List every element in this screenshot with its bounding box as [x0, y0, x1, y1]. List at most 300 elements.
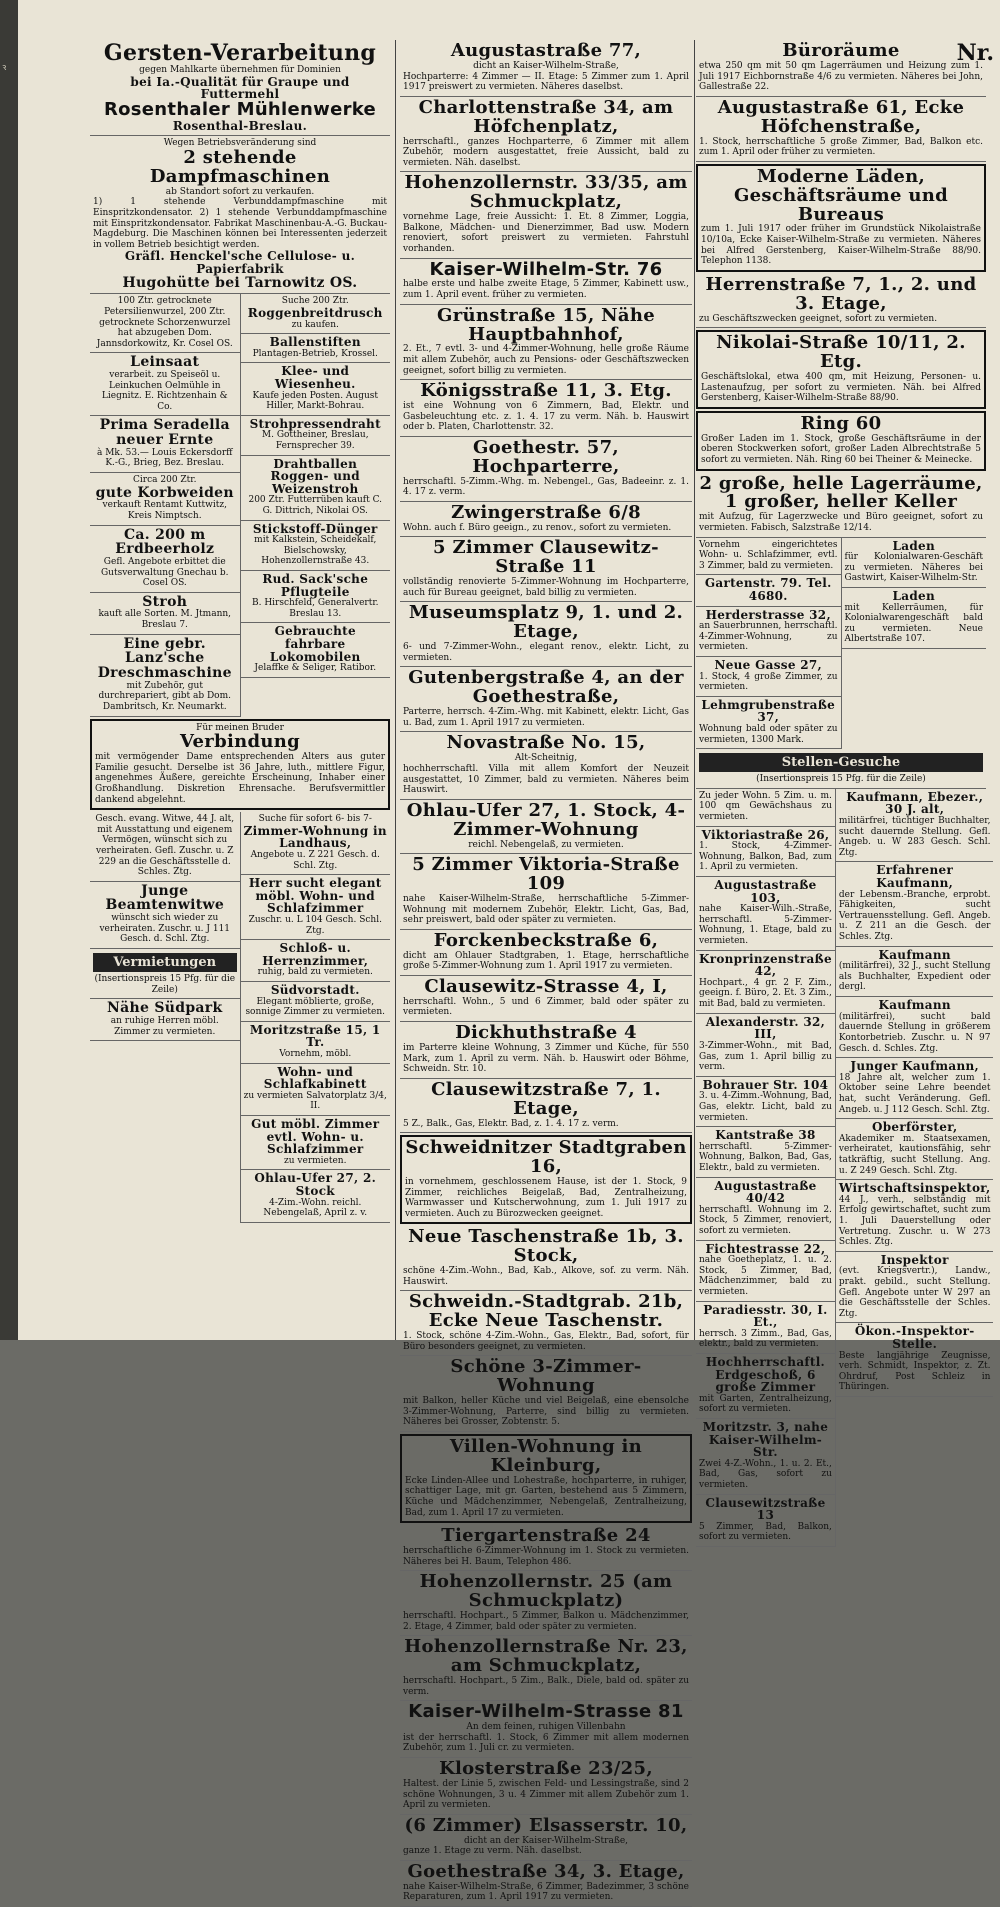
ad-text: mit Kellerräumen, für Kolonialwarengeschäft bald zu vermieten. Neue Albertstraße 107. — [844, 602, 983, 645]
ad-text: 1. Stock, schöne 4-Zim.-Wohn., Gas, Elektr., Bad, sofort, für Büro besonders geeignet, zu vermieten. — [403, 1331, 689, 1352]
ad-headline: Inspektor — [880, 1252, 949, 1267]
ad-text: ist der herrschaftl. 1. Stock, 6 Zimmer mit allem modernen Zubehör, zum 1. Juli cr. zu vermieten. — [403, 1732, 689, 1754]
column-2 — [400, 40, 692, 1903]
classified-ad — [241, 1022, 391, 1064]
small-ads-left — [696, 538, 841, 750]
classified-ad — [696, 951, 835, 1014]
ad-headline: Neue Gasse 27, — [714, 657, 823, 672]
ad-text: herrschaftl. Hochpart., 5 Zimmer, Balkon u. Mädchenzimmer, 2. Etage, 4 Zimmer, bald oder später zu vermieten. — [403, 1611, 689, 1632]
section-heading: Stellen-Gesuche — [699, 753, 983, 772]
classified-ad — [696, 538, 841, 576]
ad-headline: Königsstraße 11, 3. Etg. — [420, 380, 672, 402]
ad-text: Elegant möblierte, große, sonnige Zimmer zu vermieten. — [245, 996, 386, 1018]
ad-headline: Kaufmann, Ebezer., 30 J. alt, — [846, 789, 984, 817]
classified-ad — [842, 588, 987, 649]
small-ads-right — [240, 294, 391, 716]
ad-headline: Clausewitzstraße 13 — [705, 1495, 826, 1523]
classified-ad — [696, 1178, 835, 1241]
ad-text: herrschaftl. 5-Zimm.-Whg. m. Nebengel., Gas, Badeeinr. z. 1. 4. 17 z. verm. — [403, 476, 689, 498]
ad-headline: Neue Taschenstraße 1b, 3. Stock, — [408, 1226, 684, 1267]
ad-headline: Ring 60 — [800, 412, 882, 434]
ad-headline: Gut möbl. Zimmer evtl. Wohn- u. Schlafzimmer — [251, 1116, 380, 1157]
ad-intro: Für meinen Bruder — [196, 722, 284, 733]
ad-headline: Viktoriastraße 26, — [701, 827, 830, 842]
ad-line: gegen Mahlkarte übernehmen für Dominien — [139, 65, 341, 76]
ad-subline: An dem feinen, ruhigen Villenbahn — [466, 1722, 626, 1733]
classified-ad — [241, 456, 391, 521]
column-rule — [694, 40, 695, 1340]
ad-text: (Insertionspreis 15 Pfg. für die Zeile) — [94, 973, 236, 995]
ad-text: 44 J., verh., selbständig mit Erfolg gewirtschaftet, sucht zum 1. Juli Dauerstellung oder Vertretung. Zuschr. u. W 273 Schles. Ztg. — [838, 1194, 991, 1248]
ad-headline: gute Korbweiden — [95, 484, 234, 501]
classified-ad — [241, 875, 391, 940]
ad-headline: Kaufmann — [878, 998, 951, 1013]
ad-subheadline: Rosenthal-Breslau. — [172, 118, 308, 133]
ad-text: nahe Kaiser-Wilhelm-Straße, 6 Zimmer, Badezimmer, 3 schöne Reparaturen, zum 1. April 1917 zu vermieten. — [403, 1881, 689, 1903]
ad-text: M. Gottheiner, Breslau, Fernsprecher 39. — [261, 430, 369, 451]
classified-ad — [836, 862, 994, 946]
classified-ad — [836, 997, 994, 1058]
ad-text: hochherrschaftl. Villa mit allem Komfort der Neuzeit ausgestattet, 10 Zimmer, bald zu vermieten. Näheres beim Hauswirt. — [403, 763, 689, 796]
ad-headline: Büroräume — [782, 40, 900, 61]
classified-ad — [241, 334, 391, 363]
classified-ad — [400, 1758, 692, 1815]
ad-headline: Leinsaat — [130, 354, 200, 371]
ad-text: mit Aufzug, für Lagerzwecke und Büro geeignet, sofort zu vermieten. Fabisch, Salzstraße 12/14. — [699, 512, 983, 533]
ad-headline: Zimmer-Wohnung in Landhaus, — [243, 823, 387, 851]
classified-ad — [696, 1014, 835, 1077]
classified-ad — [90, 812, 240, 882]
ad-text: mit Balkon, heller Küche und viel Beigelaß, eine ebensolche 3-Zimmer-Wohnung, Parterre, sind billig zu vermieten. Näheres bei Grosser, Zobtenstr. 5. — [403, 1396, 689, 1428]
ad-text: an Sauerbrunnen, herrschaftl. 4-Zimmer-Wohnung, zu vermieten. — [699, 621, 838, 653]
ad-text: nahe Kaiser-Wilh.-Straße, herrschaftl. 5-Zimmer-Wohnung, 1. Etage, bald zu vermieten. — [699, 904, 832, 947]
ad-text: Vornehm, möbl. — [279, 1048, 352, 1059]
ad-headline: Hohenzollernstraße Nr. 23, am Schmuckplatz, — [404, 1636, 688, 1677]
ad-headline: Ohlau-Ufer 27, 2. Stock — [254, 1171, 377, 1198]
ad-headline: Ohlau-Ufer 27, 1. Stock, 4-Zimmer-Wohnung — [406, 799, 686, 840]
classified-ad — [400, 380, 692, 437]
ad-text: der Lebensm.-Branche, erprobt. Fähigkeiten, sucht Vertrauensstellung. Gefl. Angeb. u. Z 211 an die Gesch. der Schles. Ztg. — [838, 889, 991, 943]
ad-text: nahe Kaiser-Wilhelm-Straße, herrschaftliche 5-Zimmer-Wohnung mit modernem Zubehör, Elektr. Licht, Gas, Bad, sehr preiswert, bald oder später zu vermieten. — [403, 893, 689, 926]
classified-ad — [400, 1135, 692, 1224]
ad-text: nahe Goetheplatz, 1. u. 2. Stock, 5 Zimmer, Bad, Mädchenzimmer, bald zu vermieten. — [699, 1255, 832, 1297]
ad-verbindung — [90, 719, 390, 811]
ad-text: Wohn. auch f. Büro geeign., zu renov., sofort zu vermieten. — [403, 522, 672, 533]
ad-headline: Hohenzollernstr. 33/35, am Schmuckplatz, — [404, 172, 688, 213]
classified-ad — [400, 1079, 692, 1133]
classified-ad — [696, 1127, 835, 1177]
newspaper-page — [18, 0, 1000, 1903]
ad-text: mit Zubehör, gut durchrepariert, gibt ab Dom. Dambritsch, Kr. Neumarkt. — [98, 680, 231, 712]
ad-text: 1. Stock, herrschaftliche 5 große Zimmer, Bad, Balkon etc. zum 1. April oder früher zu vermieten. — [699, 136, 983, 158]
ad-text: herrschaftl. Wohn., 5 und 6 Zimmer, bald oder später zu vermieten. — [403, 996, 689, 1018]
ad-text: (militärfrei), sucht bald dauernde Stellung in größerem Kontorbetrieb. Zuschr. u. N 97 Gesch. d. Schles. Ztg. — [838, 1011, 991, 1054]
classified-ad — [400, 1226, 692, 1291]
ad-headline: Roggenbreitdrusch — [247, 305, 383, 320]
classified-ad — [90, 999, 240, 1041]
ad-text: 1. Stock, 4-Zimmer-Wohnung, Balkon, Bad, zum 1. April zu vermieten. — [699, 841, 832, 873]
classified-ad — [241, 1170, 391, 1222]
ad-headline: Ca. 200 m Erdbeerholz — [115, 526, 215, 558]
classified-ad — [90, 882, 240, 949]
ad-headline: Prima Seradella neuer Ernte — [99, 417, 230, 449]
ad-text: Kaufe jeden Posten. August Hiller, Markt-Bohrau. — [252, 390, 379, 412]
ad-text: herrsch. 3 Zimm., Bad, Gas, elektr., bald zu vermieten. — [699, 1328, 832, 1350]
classified-ad — [400, 854, 692, 930]
ad-headline: Strohpressendraht — [249, 416, 381, 431]
ad-headline: 2 große, helle Lagerräume, 1 großer, heller Keller — [699, 472, 983, 513]
ad-headline: Hochherrschaftl. Erdgeschoß, 6 große Zimmer — [705, 1355, 826, 1395]
ad-text: herrschaftl. 5-Zimmer-Wohnung, Balkon, Bad, Gas, Elektr., bald zu vermieten. — [699, 1141, 832, 1173]
classified-ad — [400, 976, 692, 1022]
ad-headline: Rosenthaler Mühlenwerke — [103, 98, 377, 120]
classified-ad — [696, 40, 986, 97]
ad-headline: Stickstoff-Dünger — [252, 521, 378, 536]
ad-headline: Laden — [892, 588, 935, 603]
classified-ad — [696, 330, 986, 409]
classified-ad — [241, 940, 391, 982]
ad-text: Jelaffke & Seliger, Ratibor. — [254, 663, 377, 674]
ad-headline: Fichtestrasse 22, — [705, 1241, 826, 1256]
classified-ad — [241, 363, 391, 415]
classified-ad — [241, 1064, 391, 1116]
ad-text: 6- und 7-Zimmer-Wohn., elegant renov., elektr. Licht, zu vermieten. — [403, 642, 689, 663]
ad-headline: Dickhuthstraße 4 — [455, 1022, 637, 1044]
ad-headline: Oberförster, — [871, 1120, 958, 1135]
ad-headline: Eine gebr. Lanz'sche Dreschmaschine — [97, 635, 232, 682]
ad-text: Zu jeder Wohn. 5 Zim. u. m. 100 qm Gewächshaus zu vermieten. — [699, 790, 832, 823]
ad-text: 2. Et., 7 evtl. 3- und 4-Zimmer-Wohnung, helle große Räume mit allem Zubehör, auch zu Pensions- oder Geschäftszwecken geeignet, sofort billig zu vermieten. — [403, 344, 689, 376]
ad-subline: dicht an der Kaiser-Wilhelm-Straße, — [463, 1835, 629, 1846]
classified-ad — [696, 1495, 835, 1547]
ad-headline: Wohn- und Schlafkabinett — [263, 1064, 367, 1092]
ad-headline: Ökon.-Inspektor-Stelle. — [854, 1324, 975, 1352]
ad-text: herrschaftl. Wohnung im 2. Stock, 5 Zimmer, renoviert, sofort zu vermieten. — [699, 1204, 832, 1236]
classified-ad — [696, 411, 986, 471]
ad-headline: Kantstraße 38 — [715, 1128, 816, 1143]
ad-text: an ruhige Herren möbl. Zimmer zu vermieten. — [110, 1015, 219, 1037]
ad-text: 3-Zimmer-Wohn., mit Bad, Gas, zum 1. April billig zu verm. — [699, 1040, 832, 1073]
ad-text: Akademiker m. Staatsexamen, verheiratet, kautionsfähig, sehr tatkräftig, sucht Stellung. Ang. u. Z 249 Gesch. Schl. Ztg. — [838, 1133, 991, 1176]
ad-text: Beste langjährige Zeugnisse, verh. Schmidt, Inspektor, z. Zt. Ohrdruf, Post Schleiz in Thüringen. — [838, 1350, 991, 1393]
ad-signature: Hugohütte bei Tarnowitz OS. — [122, 274, 358, 291]
ad-headline: Augustastraße 77, — [450, 40, 642, 61]
ad-text: verarbeit. zu Speiseöl u. Leinkuchen Oelmühle in Liegnitz. E. Richtzenhain & Co. — [101, 370, 228, 412]
ad-headline: Zwingerstraße 6/8 — [451, 501, 641, 523]
ad-subline: dicht an Kaiser-Wilhelm-Straße, — [473, 60, 619, 71]
ad-text: B. Hirschfeld, Generalvertr. Breslau 13. — [251, 598, 379, 619]
ad-text: etwa 250 qm mit 50 qm Lagerräumen und Heizung zum 1. Juli 1917 Eichbornstraße 4/6 zu vermieten. Näheres bei John, Gallestraße 22. — [699, 60, 983, 93]
ad-line: bei Ia.-Qualität für Graupe und Futtermehl — [130, 74, 350, 102]
ad-headline: Drahtballen Roggen- und Weizenstroh — [270, 456, 360, 496]
ad-headline: Gebrauchte fahrbare Lokomobilen — [269, 624, 361, 664]
ad-headline: Augustastraße 61, Ecke Höfchenstraße, — [717, 96, 965, 137]
ad-headline: Goethestraße 34, 3. Etage, — [407, 1860, 685, 1882]
classified-ad — [842, 538, 987, 588]
ad-headline: Junger Kaufmann, — [850, 1059, 980, 1074]
classified-ad — [400, 1815, 692, 1861]
small-ads-left — [696, 789, 835, 1547]
classified-ad — [90, 635, 240, 717]
classified-ad — [836, 947, 994, 997]
ad-text: in vornehmem, geschlossenem Hause, ist der 1. Stock, 9 Zimmer, reichliches Beigelaß, Bad, Zentralheizung, Warmwasser und Kutscherwohnung, zum 1. Juli 1917 zu vermieten. Auch zu Bürozwecken geeignet. — [405, 1176, 687, 1219]
classified-ad — [696, 1354, 835, 1419]
classified-ad — [90, 294, 240, 353]
ad-text: (evt. Kriegsvertr.), Landw., prakt. gebild., sucht Stellung. Gefl. Angebote unter W 297 an die Geschäftsstelle der Schles. Ztg. — [838, 1266, 991, 1319]
ad-headline: Moderne Läden, Geschäftsräume und Bureaus — [733, 165, 949, 225]
classified-ad — [696, 789, 835, 827]
ad-body: 1) 1 stehende Verbunddampfmaschine mit Einspritzkondensator. 2) 1 stehende Verbunddampfmaschine mit Einspritzkondensator. Fabrikat Maschinenbau-A.-G. Buckau-Magdeburg. Die Maschinen können bei Interessenten jederzeit in vollem Betrieb besichtigt werden. — [93, 197, 387, 250]
classified-ad — [400, 40, 692, 97]
ad-headline: Klosterstraße 23/25, — [439, 1758, 653, 1780]
classified-ad — [696, 827, 835, 877]
ad-subline: reichl. Nebengelaß, zu vermieten. — [468, 839, 624, 850]
ad-headline: Schöne 3-Zimmer-Wohnung — [450, 1356, 642, 1397]
classified-ad — [836, 1058, 994, 1119]
ad-text: herrschaftl. Hochpart., 5 Zim., Balk., Diele, bald od. später zu verm. — [403, 1676, 689, 1697]
scan-edge — [0, 0, 18, 1340]
ad-gersten — [90, 40, 390, 136]
ad-text: Wohnung bald oder später zu vermieten, 1300 Mark. — [699, 723, 838, 745]
classified-ad — [400, 259, 692, 305]
ad-body: mit vermögender Dame entsprechenden Alters aus guter Familie gesucht. Derselbe ist 36 Jahre, luth., mittlere Figur, angenehmes Äußere, gereichte Erscheinung, Inhaber einer Großhandlung. Diskretion Ehrensache. Berufsvermittler dankend abgelehnt. — [95, 752, 385, 805]
classified-ad — [241, 416, 391, 456]
classified-ad — [400, 602, 692, 667]
ad-text: ganze 1. Etage zu verm. Näh. daselbst. — [403, 1846, 582, 1857]
classified-ad — [241, 982, 391, 1022]
ad-text: Suche 200 Ztr. — [281, 296, 349, 307]
classified-ad — [400, 172, 692, 258]
classified-ad — [400, 437, 692, 502]
ad-headline: Südvorstadt. — [270, 982, 360, 997]
ad-text: zu vermieten. — [284, 1155, 347, 1166]
classified-ad — [241, 623, 391, 677]
small-ads-block-2 — [90, 812, 390, 1223]
ad-headline: Gutenbergstraße 4, an der Goethestraße, — [408, 667, 684, 708]
ad-headline: Moritzstr. 3, nahe Kaiser-Wilhelm-Str. — [702, 1420, 829, 1460]
small-ads-right — [841, 538, 987, 750]
classified-ad — [400, 732, 692, 799]
classified-ad — [696, 1241, 835, 1302]
ad-headline: Paradiesstr. 30, I. Et., — [703, 1302, 828, 1330]
ad-text: Ecke Linden-Allee und Lohestraße, hochparterre, in ruhiger, schattiger Lage, mit gr. Garten, bestehend aus 5 Zimmern, Küche und Mädchenzimmer, Nebengelaß, Zentralheizung, Bad, zum 1. April 17 zu vermieten. — [405, 1475, 687, 1518]
classified-ad — [400, 800, 692, 854]
ad-text: vornehme Lage, freie Aussicht: 1. Et. 8 Zimmer, Loggia, Balkone, Mädchen- und Dienerzimmer, Bad usw. Modern renoviert, sofort preiswert zu vermieten. Fahrstuhl vorhanden. — [403, 212, 689, 254]
ad-headline: Schweidn.-Stadtgrab. 21b, Ecke Neue Taschenstr. — [408, 1291, 684, 1332]
small-ads-right — [240, 812, 391, 1223]
ad-headline: Museumsplatz 9, 1. und 2. Etage, — [408, 602, 684, 643]
ad-text: à Mk. 53.— Louis Eckersdorff K.-G., Brieg, Bez. Breslau. — [96, 447, 233, 469]
ad-headline: Rud. Sack'sche Pflugteile — [262, 571, 369, 599]
small-ads-left — [90, 294, 240, 716]
classified-ad — [696, 877, 835, 951]
small-ads-left — [90, 812, 240, 1223]
ad-headline: Nähe Südpark — [107, 1000, 223, 1017]
ad-text: 18 Jahre alt, welcher zum 1. Oktober seine Lehre beendet hat, sucht Veränderung. Gefl. Angeb. u. J 112 Gesch. Schl. Ztg. — [838, 1072, 991, 1115]
ad-headline: Gersten-Verarbeitung — [103, 40, 377, 66]
ad-text: militärfrei, tüchtiger Buchhalter, sucht dauernde Stellung. Gefl. Angeb. u. W 283 Gesch. Schl. Ztg. — [838, 816, 991, 858]
ad-headline: Moritzstraße 15, 1 Tr. — [249, 1022, 381, 1050]
ad-text: zum 1. Juli 1917 oder früher im Grundstück Nikolaistraße 10/10a, Ecke Kaiser-Wilhelm-Straße zu vermieten. Näheres bei Alfred Gerstenberg, Kaiser-Wilhelm-Straße 88/90. Telephon 1138. — [701, 224, 981, 267]
classified-ad — [836, 1323, 994, 1397]
ad-headline: Kronprinzenstraße 42, — [699, 951, 832, 979]
small-ads-split — [696, 538, 986, 750]
ad-text: (militärfrei), 32 J., sucht Stellung als Buchhalter, Expedient oder dergl. — [838, 961, 991, 993]
ad-headline: Novastraße No. 15, — [446, 732, 646, 754]
classified-ad — [241, 1116, 391, 1170]
classified-ad — [241, 812, 391, 875]
classified-ad — [696, 1302, 835, 1354]
classified-ad — [400, 1022, 692, 1079]
ad-headline: Herrenstraße 7, 1., 2. und 3. Etage, — [705, 273, 977, 314]
ad-headline: Verbindung — [179, 731, 301, 753]
ad-text: mit Kalkstein, Scheidekalf, Bielschowsky, Hohenzollernstraße 43. — [254, 535, 377, 567]
classified-ad — [241, 294, 391, 334]
classified-ad — [696, 97, 986, 162]
classified-ad — [696, 1419, 835, 1495]
section-heading: Vermietungen — [93, 953, 237, 972]
ad-text: verkauft Rentamt Kuttwitz, Kreis Nimptsch. — [102, 500, 227, 521]
classified-ad — [400, 930, 692, 976]
classified-ad — [400, 1571, 692, 1636]
column-3 — [696, 40, 991, 1543]
ad-text: herrschaftl., ganzes Hochparterre, 6 Zimmer mit allem Zubehör, modern ausgestattet, freie Aussicht, bald zu vermieten. Näh. daselbst. — [403, 136, 689, 168]
ad-text: Angebote u. Z 221 Gesch. d. Schl. Ztg. — [250, 849, 380, 871]
ad-headline: Wirtschaftsinspektor, — [838, 1181, 991, 1196]
ad-headline: 2 stehende Dampfmaschinen — [149, 146, 331, 187]
ad-text: Circa 200 Ztr. — [133, 475, 197, 486]
classified-ad — [696, 274, 986, 328]
classified-ad — [400, 97, 692, 173]
ad-text: Gefl. Angebote erbittet die Gutsverwaltung Gnechau b. Cosel OS. — [100, 556, 229, 589]
edge-glyph: ꝛ — [2, 63, 7, 73]
classified-ad — [90, 473, 240, 526]
ad-headline: Erfahrener Kaufmann, — [876, 863, 954, 891]
ad-headline: Ballenstiften — [269, 335, 361, 350]
ad-text: ist eine Wohnung von 6 Zimmern, Bad, Elektr. und Gasbeleuchtung etc. z. 1. 4. 17 zu verm. Näh. b. Hauswirt oder b. Platen, Charlottenstr. 32. — [403, 401, 689, 433]
ad-text: ruhig, bald zu vermieten. — [257, 967, 373, 978]
column-1 — [90, 40, 390, 1340]
ad-headline: Kaiser-Wilhelm-Strasse 81 — [408, 1701, 684, 1723]
classified-ad — [90, 593, 240, 635]
ad-headline: Kaiser-Wilhelm-Str. 76 — [429, 258, 663, 280]
ad-text: 200 Ztr. Futterrüben kauft C. G. Dittrich, Nikolai OS. — [248, 495, 383, 516]
classified-ad — [90, 416, 240, 473]
ad-text: Haltest. der Linie 5, zwischen Feld- und Lessingstraße, sind 2 schöne Wohnungen, 3 u. 4 Zimmer mit allem Zubehör zum 1. April zu vermieten. — [403, 1778, 689, 1811]
ad-headline: Clausewitzstraße 7, 1. Etage, — [431, 1078, 661, 1119]
ad-headline: Junge Beamtenwitwe — [105, 882, 225, 914]
small-ads-right — [835, 789, 994, 1547]
ad-headline: Gartenstr. 79. Tel. 4680. — [704, 576, 832, 603]
classified-ad — [696, 657, 841, 697]
ad-text: Hochparterre: 4 Zimmer — II. Etage: 5 Zimmer zum 1. April 1917 preiswert zu vermieten. Näheres daselbst. — [403, 71, 689, 93]
ad-text: (Insertionspreis 15 Pfg. für die Zeile) — [756, 774, 926, 785]
classified-ad — [696, 607, 841, 657]
ad-text: zu Geschäftszwecken geeignet, sofort zu vermieten. — [699, 313, 938, 324]
ad-subline: Alt-Scheitnig, — [514, 753, 578, 764]
ad-headline: Schweidnitzer Stadtgraben 16, — [405, 1137, 687, 1178]
column-rule — [395, 40, 396, 1340]
ad-headline: (6 Zimmer) Elsasserstr. 10, — [404, 1814, 688, 1836]
classified-ad — [836, 1252, 994, 1324]
classified-ad — [696, 575, 841, 606]
classified-ad — [836, 1119, 994, 1180]
ad-headline: Augustastraße 103, — [714, 878, 817, 905]
ad-text: halbe erste und halbe zweite Etage, 5 Zimmer, Kabinett usw., zum 1. April event. früher zu vermieten. — [403, 279, 689, 301]
ad-text: dicht am Ohlauer Stadtgraben, 1. Etage, herrschaftliche große 5-Zimmer-Wohnung zum 1. April 1917 zu vermieten. — [403, 950, 689, 972]
classified-ad — [90, 949, 240, 999]
ad-headline: Nikolai-Straße 10/11, 2. Etg. — [716, 332, 966, 373]
ad-signature: Gräfl. Henckel'sche Cellulose- u. Papierfabrik — [124, 249, 356, 277]
ad-text: für Kolonialwaren-Geschäft zu vermieten. Näheres bei Gastwirt, Kaiser-Wilhelm-Str. — [844, 552, 983, 584]
ad-text: Hochpart., 4 gr. 2 F. Zim., geeign. f. Büro, 2. Et. 3 Zim., mit Bad, bald zu vermieten. — [699, 977, 832, 1010]
ad-headline: Kaufmann — [878, 947, 951, 962]
classified-ad — [400, 502, 692, 538]
classified-ad — [400, 1861, 692, 1907]
ad-headline: 5 Zimmer Viktoria-Straße 109 — [412, 854, 680, 895]
ad-dampfmaschinen — [90, 136, 390, 294]
ad-headline: Augustastraße 40/42 — [714, 1178, 817, 1206]
ad-text: mit Garten, Zentralheizung, sofort zu vermieten. — [699, 1393, 832, 1415]
ad-headline: Grünstraße 15, Nähe Hauptbahnhof, — [437, 304, 655, 345]
ad-headline: Herr sucht elegant möbl. Wohn- und Schlafzimmer — [248, 876, 382, 916]
page-number: Nr. — [956, 40, 994, 66]
ad-text: zu kaufen. — [291, 319, 339, 330]
classified-ad — [836, 789, 994, 863]
ad-text: Suche für sofort 6- bis 7- — [258, 814, 372, 825]
ad-headline: Klee- und Wiesenheu. — [274, 364, 356, 391]
ad-text: 1. Stock, 4 große Zimmer, zu vermieten. — [699, 671, 838, 693]
ad-headline: Stroh — [142, 593, 188, 610]
ad-subline: ab Standort sofort zu verkaufen. — [165, 186, 315, 197]
ad-headline: Alexanderstr. 32, III, — [705, 1014, 826, 1042]
classified-ad — [400, 1356, 692, 1432]
ad-headline: Bohrauer Str. 104 — [702, 1077, 829, 1092]
ad-text: 5 Z., Balk., Gas, Elektr. Bad, z. 1. 4. 17 z. verm. — [403, 1118, 619, 1129]
ad-text: 4-Zim.-Wohn. reichl. Nebengelaß, April z. v. — [263, 1197, 368, 1219]
ad-headline: Hohenzollernstr. 25 (am Schmuckplatz) — [419, 1571, 673, 1612]
classified-ad — [400, 667, 692, 732]
classified-ad — [400, 305, 692, 381]
ad-headline: Villen-Wohnung in Kleinburg, — [449, 1435, 643, 1476]
classified-ad — [90, 526, 240, 593]
ad-headline: Tiergartenstraße 24 — [441, 1525, 651, 1547]
classified-ad — [400, 1636, 692, 1701]
ad-text: Großer Laden im 1. Stock, große Geschäftsräume in der oberen Stockwerken sofort, großer Laden Albrechtstraße 5 sofort zu vermieten. Näh. Ring 60 bei Theiner & Meinecke. — [701, 433, 981, 465]
ad-headline: Laden — [892, 538, 935, 553]
classified-ad — [696, 749, 986, 789]
classified-ad — [696, 1077, 835, 1127]
ad-text: zu vermieten Salvatorplatz 3/4, II. — [243, 1090, 387, 1112]
ad-headline: Schloß- u. Herrenzimmer, — [262, 941, 369, 968]
ad-headline: Forckenbeckstraße 6, — [433, 929, 659, 951]
classified-ad — [696, 473, 986, 538]
ad-headline: Charlottenstraße 34, am Höfchenplatz, — [418, 96, 674, 137]
ad-text: 5 Zimmer, Bad, Balkon, sofort zu vermieten. — [699, 1521, 832, 1543]
ad-text: herrschaftliche 6-Zimmer-Wohnung im 1. Stock zu vermieten. Näheres bei H. Baum, Telephon 486. — [403, 1546, 689, 1567]
classified-ad — [400, 537, 692, 602]
classified-ad — [241, 521, 391, 571]
ad-text: Zuschr. u. L 104 Gesch. Schl. Ztg. — [248, 914, 382, 936]
ad-text: schöne 4-Zim.-Wohn., Bad, Kab., Alkove, sof. zu verm. Näh. Hauswirt. — [403, 1266, 689, 1287]
ad-headline: Clausewitz-Strasse 4, I, — [424, 975, 668, 997]
ad-text: vollständig renovierte 5-Zimmer-Wohnung im Hochparterre, auch für Bureau geeignet, bald billig zu vermieten. — [403, 577, 689, 598]
ad-intro: Wegen Betriebsveränderung sind — [163, 138, 317, 149]
small-ads-split — [696, 789, 991, 1547]
ad-text: wünscht sich wieder zu verheiraten. Zuschr. u. J 111 Gesch. d. Schl. Ztg. — [99, 913, 231, 945]
classified-ad — [400, 1291, 692, 1356]
ad-text: Gesch. evang. Witwe, 44 J. alt, mit Ausstattung und eigenem Vermögen, wünscht sich zu verheiraten. Gefl. Zuschr. u. Z 229 an die Geschäftsstelle d. Schles. Ztg. — [95, 814, 235, 878]
